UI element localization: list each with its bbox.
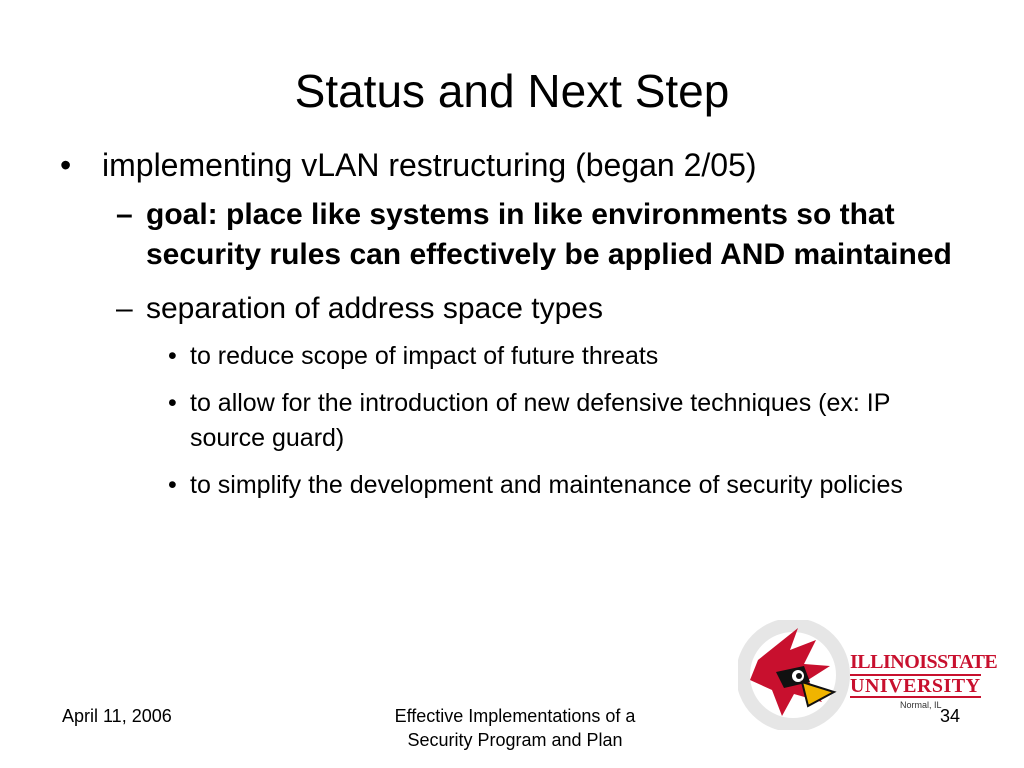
sub-bullet-text: separation of address space types	[146, 292, 603, 325]
bullet-marker: •	[60, 147, 72, 183]
dot-marker: •	[168, 389, 177, 417]
footer-date: April 11, 2006	[62, 706, 172, 726]
footer-title	[360, 704, 670, 752]
slide-content	[60, 145, 960, 503]
wordmark-line1: ILLINOISSTATE	[850, 651, 998, 673]
dot-marker: •	[168, 342, 177, 370]
sub-sub-bullet-text: to allow for the introduction of new defensive techniques (ex: IP source guard)	[190, 389, 890, 452]
footer-title-line2: Security Program and Plan	[407, 730, 623, 750]
sub-bullet-text: goal: place like systems in like environments so that security rules can effectively be applied AND maintained	[146, 198, 952, 271]
dash-marker: –	[116, 198, 133, 231]
dot-marker: •	[168, 471, 177, 499]
dash-marker: –	[116, 292, 133, 325]
sub-sub-bullet-text: to simplify the development and maintenance of security policies	[190, 471, 903, 499]
sub-bullet-goal	[60, 195, 960, 275]
footer-title-line1: Effective Implementations of a	[394, 706, 636, 726]
wordmark-line2: UNIVERSITY	[850, 675, 981, 697]
sub-sub-bullet-simplify-policies	[60, 468, 960, 503]
slide-title: Status and Next Step	[294, 65, 730, 117]
university-wordmark	[850, 651, 998, 710]
sub-sub-bullet-reduce-scope	[60, 339, 960, 374]
sub-bullet-separation	[60, 289, 960, 329]
bullet-vlan-restructuring	[60, 145, 960, 185]
sub-sub-bullet-defensive-techniques	[60, 386, 960, 456]
sub-sub-bullet-text: to reduce scope of impact of future threats	[190, 342, 659, 370]
bullet-text: implementing vLAN restructuring (began 2/05)	[102, 147, 757, 183]
wordmark-location: Normal, IL	[900, 700, 942, 710]
page-number: 34	[939, 706, 960, 726]
